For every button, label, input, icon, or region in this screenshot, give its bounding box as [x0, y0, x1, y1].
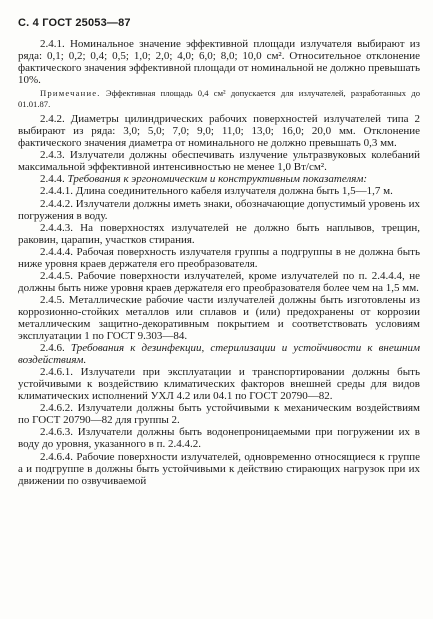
document-body	[18, 38, 420, 487]
paragraph-2-4-4-1: 2.4.4.1. Длина соединительного кабеля излучателя должна быть 1,5—1,7 м.	[40, 185, 393, 198]
section-number: 2.4.6.	[40, 342, 65, 355]
paragraph-2-4-6-1: 2.4.6.1. Излучатели при эксплуатации и транспортировании должны быть устойчивыми к воздействию климатических факторов внешней среды для видов климатических исполнений УХЛ 4.2 или 04.1 по ГОСТ 20790—82.	[18, 366, 420, 403]
section-number: 2.4.4.	[40, 173, 65, 186]
section-heading: Требования к дезинфекции, стерилизации и устойчивости к внешним воздействиям.	[18, 342, 421, 367]
note-label: Примечание.	[40, 88, 101, 99]
paragraph-2-4-4-2: 2.4.4.2. Излучатели должны иметь знаки, обозначающие допустимый уровень их погружения в воду.	[18, 197, 420, 222]
paragraph-2-4-4-5: 2.4.4.5. Рабочие поверхности излучателей, кроме излучателей по п. 2.4.4.4, не должны быть ниже уровня краев держателя его преобразователя более чем на 1,5 мм.	[18, 269, 420, 294]
paragraph-2-4-6-4: 2.4.6.4. Рабочие поверхности излучателей, одновременно относящиеся к группе а и подгруппе в должны быть устойчивыми к действию стирающих нагрузок при их движении по озвучиваемой	[18, 450, 420, 487]
paragraph-2-4-3: 2.4.3. Излучатели должны обеспечивать излучение ультразвуковых колебаний максимальной эффективной интенсивностью не менее 1,0 Вт/см².	[18, 149, 420, 174]
section-heading: Требования к эргономическим и конструктивным показателям:	[67, 173, 368, 186]
paragraph-2-4-6-2: 2.4.6.2. Излучатели должны быть устойчивыми к механическим воздействиям по ГОСТ 20790—82 для группы 2.	[18, 402, 420, 427]
paragraph-2-4-6-3: 2.4.6.3. Излучатели должны быть водонепроницаемыми при погружении их в воду до уровня, указанного в п. 2.4.4.2.	[18, 426, 420, 451]
paragraph-2-4-2: 2.4.2. Диаметры цилиндрических рабочих поверхностей излучателей типа 2 выбирают из ряда: 3,0; 5,0; 7,0; 9,0; 11,0; 13,0; 16,0; 20,0 мм. Отклонение фактического значения диаметра от номинального не должно превышать 0,3 мм.	[18, 113, 420, 150]
paragraph-2-4-4-3: 2.4.4.3. На поверхностях излучателей не должно быть наплывов, трещин, раковин, царапин, участков стирания.	[18, 221, 420, 246]
paragraph-2-4-4-4: 2.4.4.4. Рабочая поверхность излучателя группы а подгруппы в не должна быть ниже уровня краев держателя его преобразователя.	[18, 245, 420, 270]
note-text: Эффективная площадь 0,4 см² допускается для излучателей, разработанных до 01.01.87.	[18, 88, 420, 109]
note-paragraph	[18, 88, 420, 109]
paragraph-2-4-4	[18, 173, 420, 185]
page-header: С. 4 ГОСТ 25053—87	[18, 17, 131, 29]
paragraph-2-4-5: 2.4.5. Металлические рабочие части излучателей должны быть изготовлены из коррозионно-стойких металлов или сплавов и (или) предохранены от коррозии металлическим защитно-декоративным покрытием и соответствовать условиям эксплуатации 1 по ГОСТ 9.303—84.	[18, 293, 420, 343]
paragraph-2-4-1: 2.4.1. Номинальное значение эффективной площади излучателя выбирают из ряда: 0,1; 0,2; 0,4; 0,5; 1,0; 2,0; 4,0; 6,0; 8,0; 10,0 см². Относительное отклонение фактического значения эффективной площади от номинальной не должно превышать 10%.	[18, 38, 420, 87]
paragraph-2-4-6	[18, 342, 420, 366]
